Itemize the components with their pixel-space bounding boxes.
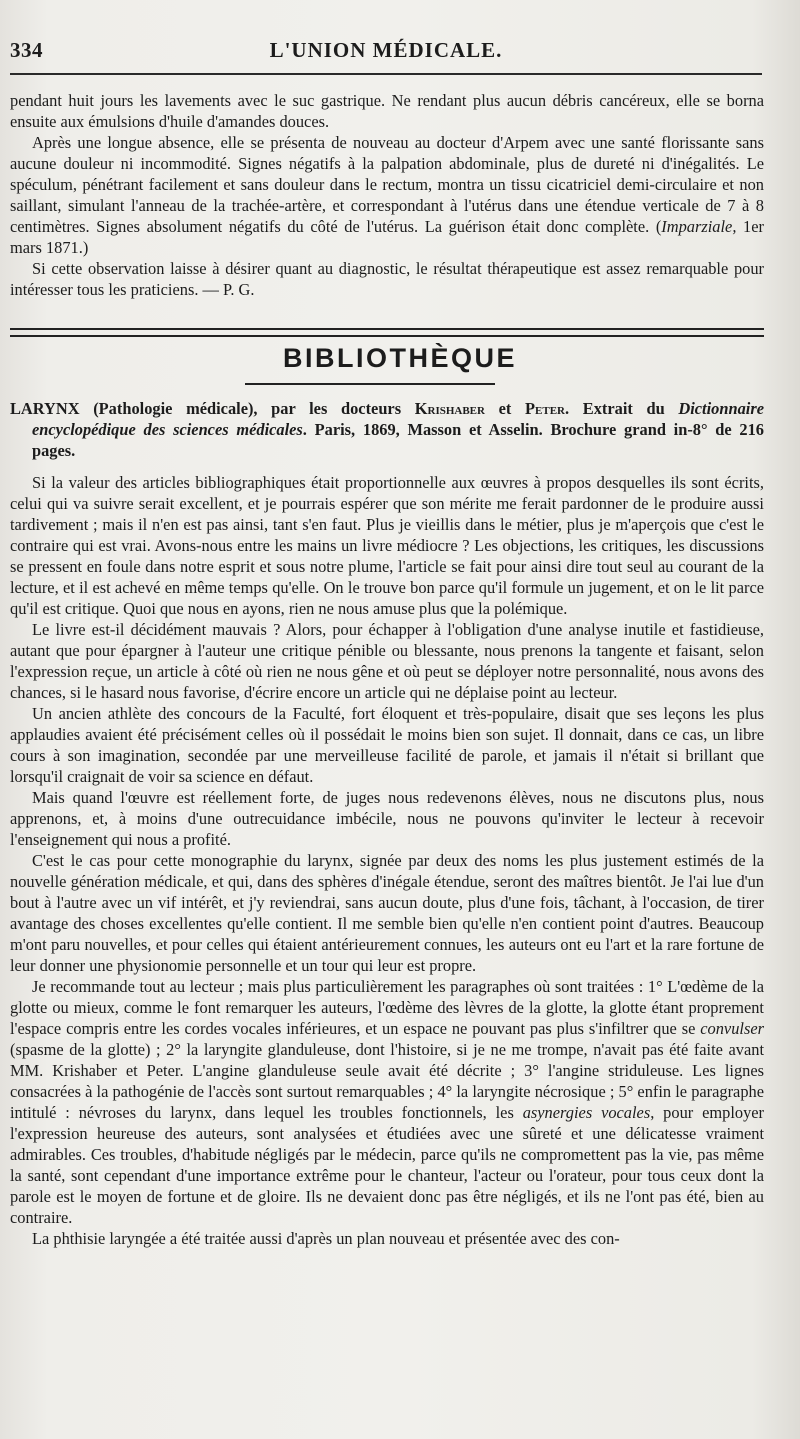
- text-run: (Pathologie médicale), par les docteurs: [79, 399, 415, 418]
- paragraph: Le livre est-il décidément mauvais ? Alors, pour échapper à l'obligation d'une analyse inutile et fastidieuse, autant que pour épargner à l'auteur une critique pénible ou blessante, nous prenons la tangente et faisant, selon l'expression reçue, un article à côté où rien ne nous gêne et où peut se déployer notre personnalité, nous avons des chances, si le hasard nous favorise, d'écrire encore un article qui ne déplaise point au lecteur.: [10, 620, 764, 702]
- book-subject: LARYNX: [10, 399, 80, 418]
- review-text: [10, 472, 764, 1249]
- text-run: , pour employer l'expression heureuse des auteurs, sont analysées et étudiées avec une sûreté et une délicatesse vraiment admirables. Ces troubles, d'habitude négligés par le médecin, parce qu'ils ne compromettent pas la vie, pas même la santé, sont cependant d'une importance extrême pour le chanteur, l'acteur ou l'orateur, pour tous ceux dont la parole est le moyen de fortune et de gloire. Ils ne devaient donc pas être négligés, et ils ne l'ont pas été, bien au contraire.: [10, 1103, 764, 1227]
- paragraph: C'est le cas pour cette monographie du larynx, signée par deux des noms les plus justement estimés de la nouvelle génération médicale, et qui, dans des sphères d'inégale étendue, seront des maîtres bientôt. Je l'ai lue d'un bout à l'autre avec un vif intérêt, et j'y reviendrai, sans aucun doute, plus d'une fois, tâchant, à l'occasion, de tirer avantage des choses excellentes qu'elle contient. Il me semble bien qu'elle n'en contient point d'autres. Beaucoup m'ont paru nouvelles, et pour celles qui étaient antérieurement connues, les auteurs ont eu l'art et la rare fortune de leur donner une physionomie personnelle et un tour qui leur est propre.: [10, 851, 764, 975]
- text-run: Je recommande tout au lecteur ; mais plus particulièrement les paragraphes où sont traitées : 1° L'œdème de la glotte ou mieux, comme le font remarquer les auteurs, l'œdème des lèvres de la glotte, la glotte étant proprement l'espace compris entre les cordes vocales inférieures, et un espace ne pouvant pas plus s'infiltrer que se: [10, 977, 764, 1038]
- paragraph: [10, 976, 764, 1228]
- header-rule: [10, 73, 762, 75]
- book-source: Dictionnaire encyclopédique des sciences médicales: [32, 399, 764, 439]
- author-name: Peter: [525, 399, 565, 418]
- paragraph: Si cette observation laisse à désirer quant au diagnostic, le résultat thérapeutique est assez remarquable pour intéresser tous les praticiens. — P. G.: [10, 259, 764, 299]
- emphasis: convulser: [700, 1019, 764, 1038]
- title-underline: [245, 383, 495, 385]
- page-number: 334: [10, 38, 43, 62]
- running-title: L'UNION MÉDICALE.: [269, 38, 503, 62]
- text-run: et: [484, 399, 526, 418]
- emphasis: asynergies vocales: [522, 1103, 651, 1122]
- text-run: 1er mars 1871.): [10, 217, 764, 257]
- text-run: Après une longue absence, elle se présenta de nouveau au docteur d'Arpem avec une santé florissante sans aucune douleur ni incommodité. Signes négatifs à la palpation abdominale, plus de dureté ni d'inégalités. Le spéculum, pénétrant facilement et sans douleur dans le rectum, montra un tissu cicatriciel demi-circulaire et non saillant, simulant l'anneau de la trachée-artère, et correspondant à l'utérus dans une étendue verticale de 7 à 8 centimètres. Signes absolument négatifs du côté de l'utérus. La guérison était donc complète. (: [10, 133, 764, 236]
- book-reference: [10, 398, 764, 461]
- author-name: Krishaber: [414, 399, 485, 418]
- paragraph: Un ancien athlète des concours de la Faculté, fort éloquent et très-populaire, disait que ses leçons les plus applaudies avaient été précisément celles où il possédait le moins bien son sujet. Il donnait, dans ce cas, un libre cours à son imagination, secondée par une merveilleuse facilité de parole, et jamais il n'était si brillant que lorsqu'il craignait de voir sa science en défaut.: [10, 704, 764, 786]
- section-title: BIBLIOTHÈQUE: [282, 343, 517, 373]
- text-run: . Extrait du: [565, 399, 679, 418]
- page-header: [10, 38, 762, 66]
- paragraph: La phthisie laryngée a été traitée aussi d'après un plan nouveau et présentée avec des con-: [32, 1229, 620, 1248]
- paragraph: [10, 132, 764, 258]
- paragraph: pendant huit jours les lavements avec le suc gastrique. Ne rendant plus aucun débris cancéreux, elle se borna ensuite aux émulsions d'huile d'amandes douces.: [10, 91, 764, 131]
- section-divider: [10, 328, 764, 337]
- book-entry: [10, 398, 764, 461]
- text-run: (spasme de la glotte) ; 2° la laryngite glanduleuse, dont l'histoire, si je ne me trompe, n'avait pas été faite avant MM. Krishaber et Peter. L'angine glanduleuse seule avait été décrite ; 3° l'angine striduleuse. Les lignes consacrées à la pathogénie de l'accès sont surtout remarquables ; 4° la laryngite nécrosique ; 5° enfin le paragraphe intitulé : névroses du larynx, dans lequel les troubles fonctionnels, les: [10, 1040, 764, 1122]
- intro-text: [10, 90, 764, 300]
- paragraph: Mais quand l'œuvre est réellement forte, de juges nous redevenons élèves, nous ne discutons plus, nous apprenons, et, à moins d'une outrecuidance imbécile, nous ne pouvons qu'inviter le lecteur à recevoir l'enseignement qui nous a profité.: [10, 788, 764, 849]
- paragraph: Si la valeur des articles bibliographiques était proportionnelle aux œuvres à propos desquelles ils sont écrits, celui qui va suivre serait excellent, et je pourrais espérer que son mérite me ferait pardonner de le produire aussi tardivement ; mais il n'en est pas ainsi, tant s'en faut. Plus je vieillis dans le métier, plus je m'aperçois que c'est le contraire qui est vrai. Avons-nous entre les mains un livre médiocre ? Les objections, les critiques, les discussions se pressent en foule dans notre esprit et sous notre plume, l'article se fait pour ainsi dire tout seul au courant de la lecture, et il est achevé en même temps qu'elle. On le trouve bon parce qu'il formule un jugement, et on le lit parce qu'il est critique. Quoi que nous en ayons, rien ne nous amuse plus que la polémique.: [10, 473, 764, 618]
- source-citation: Imparziale,: [661, 217, 737, 236]
- publication-info: . Paris, 1869, Masson et Asselin. Brochure grand in-8° de 216 pages.: [32, 420, 764, 460]
